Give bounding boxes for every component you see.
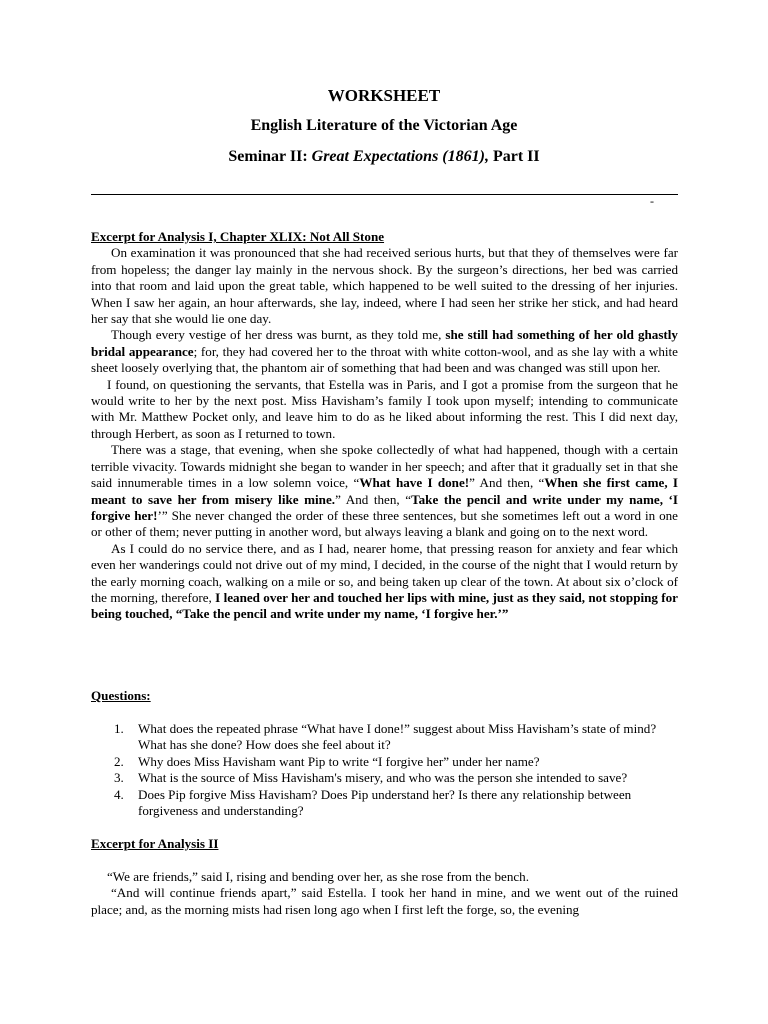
text-run: ” And then, “ (335, 491, 412, 507)
question-text: What is the source of Miss Havisham's misery, and who was the person she intended to save? (138, 770, 628, 786)
question-number-text: 4. (114, 786, 124, 802)
questions-section (91, 721, 678, 819)
excerpt-1-section (91, 229, 678, 623)
question-number (91, 770, 138, 786)
excerpt-1-paragraph: I found, on questioning the servants, that Estella was in Paris, and I got a promise from the surgeon that he would write to her by the next post. Miss Havisham’s family I took upon myself; intending to communicate with Mr. Matthew Pocket only, and leave him to do as he liked about informing the rest. This I did next day, through Herbert, as soon as I returned to town. (91, 376, 678, 441)
question-number (91, 754, 138, 770)
bold-text-run: When she first came, I meant to save her from misery like mine. (91, 475, 679, 507)
excerpt-1-paragraph (91, 442, 678, 540)
question-number-text: 1. (114, 721, 124, 736)
question-text: Does Pip forgive Miss Havisham? Does Pip understand her? Is there any relationship between forgiveness and understanding? (138, 786, 632, 819)
course-subtitle: English Literature of the Victorian Age (250, 117, 518, 134)
question-number-text: 2. (114, 753, 124, 769)
question-number-text: 3. (114, 770, 124, 786)
excerpt-1-paragraph (91, 327, 678, 376)
worksheet-title: WORKSHEET (327, 86, 441, 105)
excerpt-2-paragraph: “And will continue friends apart,” said Estella. I took her hand in mine, and we went out of the ruined place; and, as the morning mists had risen long ago when I first left the forge, so, the evening (91, 885, 678, 917)
excerpt-2-heading: Excerpt for Analysis II (91, 836, 219, 851)
header-divider (91, 194, 678, 195)
question-number (91, 787, 138, 820)
bold-text-run: I leaned over her and touched her lips with mine, just as they said, not stopping for being touched, “Take the pencil and write under my name, ‘I forgive her.’” (91, 589, 678, 622)
question-text: Why does Miss Havisham want Pip to write “I forgive her” under her name? (138, 753, 540, 769)
question-number (91, 721, 138, 754)
text-run: Though every vestige of her dress was burnt, as they told me, (111, 327, 446, 343)
question-item (91, 770, 678, 786)
bold-text-run: What have I done! (359, 475, 470, 491)
text-run: ’” She never changed the order of these three sentences, but she sometimes left out a word in one or other of them; never putting in another word, but always leaving a blank and going on to the next word. (91, 507, 678, 540)
seminar-title (0, 148, 768, 166)
bold-text-run: she still had something of her old ghastly bridal appearance (91, 327, 678, 359)
excerpt-1-paragraph (91, 541, 678, 623)
seminar-book-title: Great Expectations (1861), (311, 148, 489, 165)
divider-dash: - (650, 194, 654, 208)
excerpt-2-heading-block (91, 836, 678, 852)
seminar-suffix: Part II (488, 148, 540, 165)
questions-list (91, 721, 678, 819)
question-text: What does the repeated phrase “What have I done!” suggest about Miss Havisham’s state of mind? What has she done? How does she feel about it? (138, 721, 657, 753)
text-run: As I could do no service there, and as I had, nearer home, that pressing reason for anxiety and fear which even her wanderings could not drive out of my mind, I decided, in the course of the night that I would return by the early morning coach, walking on a mile or so, and being taken up clear of the town. At about six o’clock of the morning, therefore, (91, 540, 678, 605)
excerpt-1-heading: Excerpt for Analysis I, Chapter XLIX: Not All Stone (91, 229, 385, 244)
seminar-prefix: Seminar II: (228, 148, 312, 165)
text-run: ” And then, “ (469, 475, 545, 491)
excerpt-1-paragraph: On examination it was pronounced that she had received serious hurts, but that they of themselves were far from hopeless; the danger lay mainly in the nervous shock. By the surgeon’s directions, her bed was carried into that room and laid upon the great table, which happened to be well suited to the dressing of her injuries. When I saw her again, an hour afterwards, she lay, indeed, where I had seen her strike her stick, and had heard her say that she would lie one day. (91, 245, 678, 327)
text-run: There was a stage, that evening, when she spoke collectedly of what had happened, though with a certain terrible vivacity. Towards midnight she began to wander in her speech; and after that it gradually set in that she said innumerable times in a low solemn voice, “ (91, 442, 678, 491)
bold-text-run: Take the pencil and write under my name, ‘I forgive her! (91, 491, 679, 523)
questions-heading-block (91, 688, 678, 704)
questions-heading: Questions: (91, 688, 151, 703)
question-item (91, 787, 678, 820)
question-item (91, 754, 678, 770)
excerpt-2-section (91, 869, 678, 918)
text-run: ; for, they had covered her to the throat with white cotton-wool, and as she lay with a white sheet loosely overlying that, the phantom air of something that had been and was changed was still upon her. (91, 343, 678, 376)
question-item (91, 721, 678, 754)
excerpt-2-paragraph: “We are friends,” said I, rising and bending over her, as she rose from the bench. (107, 869, 529, 884)
